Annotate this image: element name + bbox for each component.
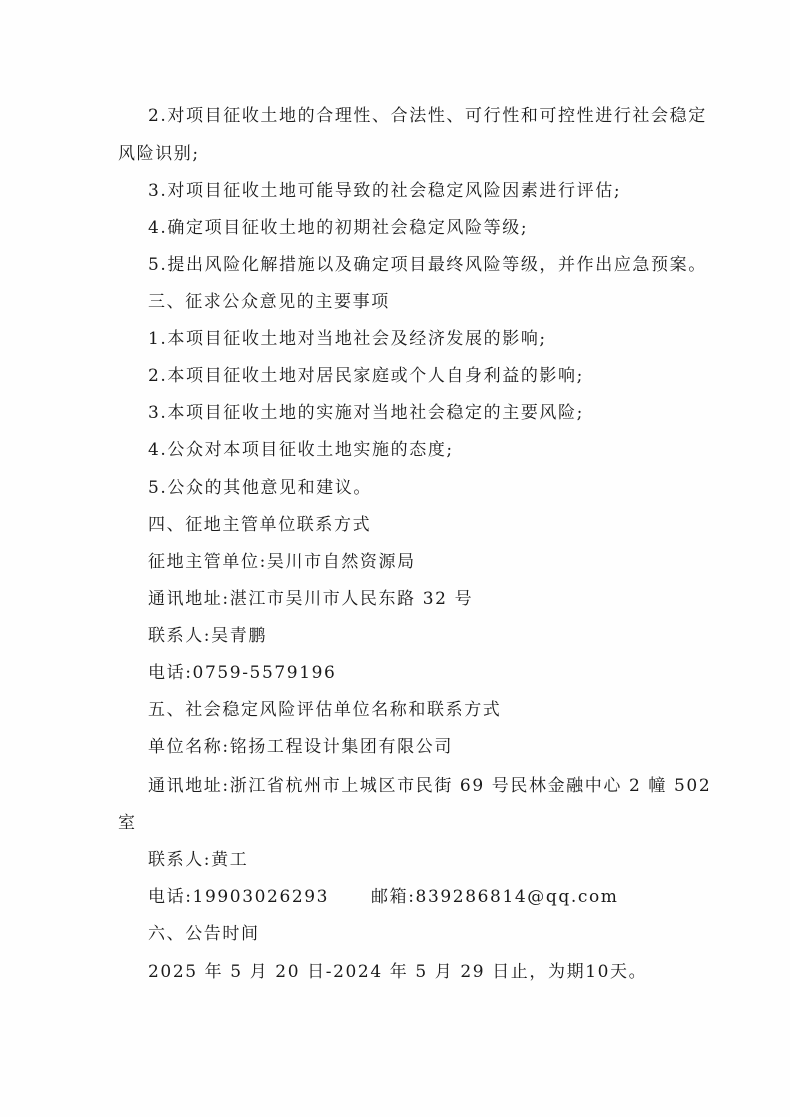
text-line: 联系人:吴青鹏: [148, 626, 267, 646]
text-line: 4.确定项目征收土地的初期社会稳定风险等级;: [148, 218, 529, 238]
text-line: 2.本项目征收土地对居民家庭或个人自身利益的影响;: [148, 366, 584, 386]
text-line: 2.对项目征收土地的合理性、合法性、可行性和可控性进行社会稳定: [148, 106, 707, 126]
section-heading: 六、公告时间: [148, 924, 260, 944]
text-line: 3.本项目征收土地的实施对当地社会稳定的主要风险;: [148, 403, 584, 423]
text-line: 5.公众的其他意见和建议。: [148, 478, 373, 498]
text-line: 2025 年 5 月 20 日-2024 年 5 月 29 日止，为期10天。: [148, 962, 648, 982]
text-line: 电话:19903026293: [148, 887, 330, 907]
text-line: 通讯地址:浙江省杭州市上城区市民街 69 号民林金融中心 2 幢 502: [148, 776, 712, 796]
text-line: 联系人:黄工: [148, 850, 249, 870]
text-line: 3.对项目征收土地可能导致的社会稳定风险因素进行评估;: [148, 181, 622, 201]
text-line: 通讯地址:湛江市吴川市人民东路 32 号: [148, 589, 474, 609]
text-line: 风险识别;: [118, 144, 200, 164]
text-line: 4.公众对本项目征收土地实施的态度;: [148, 440, 454, 460]
section-heading: 四、征地主管单位联系方式: [148, 515, 372, 535]
text-line: 室: [118, 813, 137, 833]
text-line: 5.提出风险化解措施以及确定项目最终风险等级，并作出应急预案。: [148, 255, 707, 275]
section-heading: 三、征求公众意见的主要事项: [148, 292, 390, 312]
text-line: 征地主管单位:吴川市自然资源局: [148, 552, 416, 572]
text-line: 单位名称:铭扬工程设计集团有限公司: [148, 737, 453, 757]
section-heading: 五、社会稳定风险评估单位名称和联系方式: [148, 700, 502, 720]
text-line: 1.本项目征收土地对当地社会及经济发展的影响;: [148, 329, 547, 349]
text-line: 电话:0759-5579196: [148, 663, 337, 683]
email-line: 邮箱:839286814@qq.com: [371, 887, 619, 907]
